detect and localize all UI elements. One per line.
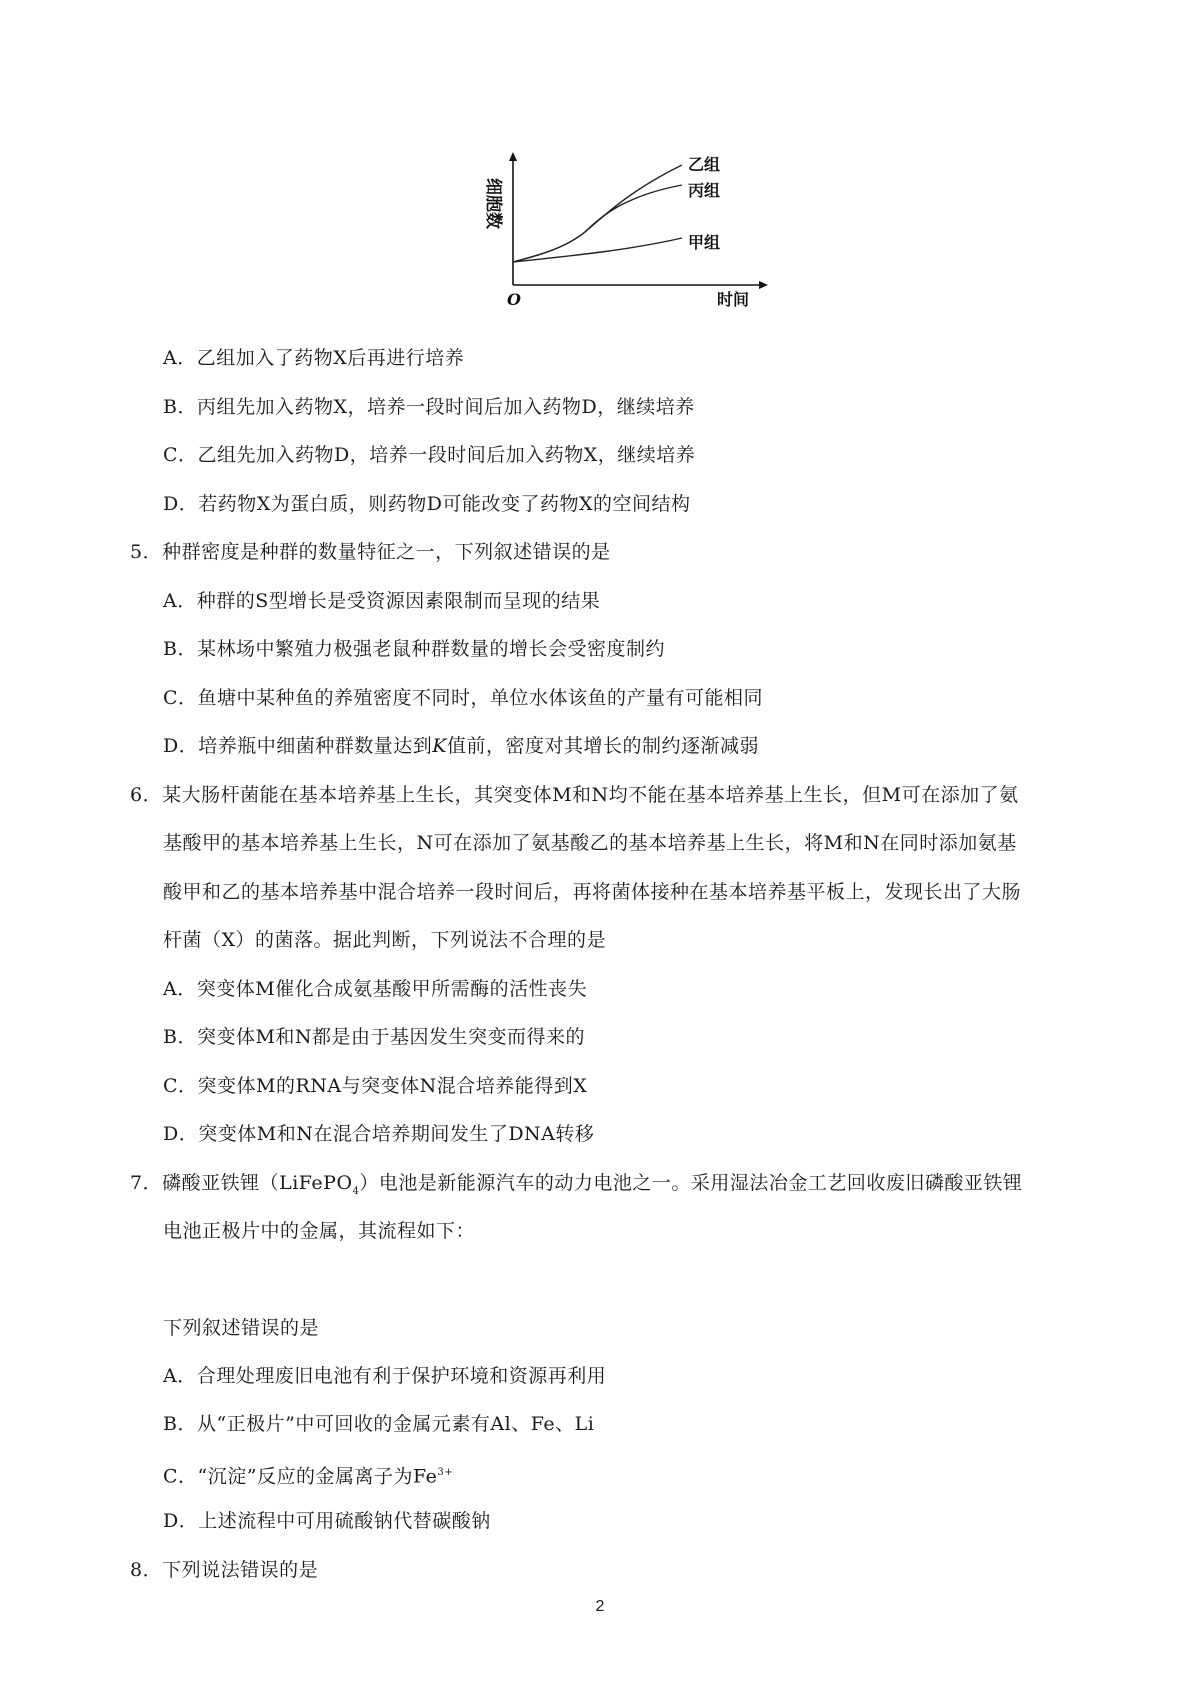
q7-ask: 下列叙述错误的是	[163, 1317, 320, 1339]
q5-option-d	[163, 732, 759, 760]
q5-option-c: C．鱼塘中某种鱼的养殖密度不同时，单位水体该鱼的产量有可能相同	[163, 687, 764, 709]
q6-option-a: A．突变体M催化合成氨基酸甲所需酶的活性丧失	[163, 978, 588, 1000]
series-label-yi: 乙组	[688, 155, 721, 174]
q6-option-c: C．突变体M的RNA与突变体N混合培养能得到X	[163, 1075, 588, 1097]
q4-option-b: B．丙组先加入药物X，培养一段时间后加入药物D，继续培养	[163, 396, 695, 418]
q7-option-b: B．从“正极片”中可回收的金属元素有Al、Fe、Li	[163, 1413, 595, 1435]
q4-option-d: D．若药物X为蛋白质，则药物D可能改变了药物X的空间结构	[163, 493, 691, 515]
q5-option-d-before: D．培养瓶中细菌种群数量达到	[163, 735, 433, 757]
series-label-jia: 甲组	[688, 233, 721, 252]
q7-option-c-before: C．“沉淀”反应的金属离子为Fe	[163, 1465, 438, 1488]
q5-option-a: A．种群的S型增长是受资源因素限制而呈现的结果	[163, 590, 601, 612]
q6-stem-line-4: 杆菌（X）的菌落。据此判断，下列说法不合理的是	[163, 929, 607, 951]
q6-stem-line-3: 酸甲和乙的基本培养基中混合培养一段时间后，再将菌体接种在基本培养基平板上，发现长出了大肠	[163, 881, 1022, 903]
origin-label: O	[507, 290, 521, 309]
q7-stem-line-1	[130, 1169, 1022, 1206]
q5-option-b: B．某林场中繁殖力极强老鼠种群数量的增长会受密度制约	[163, 638, 665, 660]
q7-stem-line-2: 电池正极片中的金属，其流程如下：	[163, 1220, 476, 1242]
curve-bing	[513, 185, 682, 262]
curve-yi	[513, 165, 682, 262]
q5-stem: 5．种群密度是种群的数量特征之一，下列叙述错误的是	[130, 541, 611, 563]
q7-option-c-sup: 3+	[437, 1467, 454, 1478]
q8-stem: 8．下列说法错误的是	[130, 1559, 319, 1581]
page-number: 2	[595, 1598, 605, 1615]
q7-stem-sub: 4	[352, 1185, 360, 1197]
q4-option-c: C．乙组先加入药物D，培养一段时间后加入药物X，继续培养	[163, 444, 696, 466]
q5-option-d-k: K	[432, 735, 447, 757]
q7-option-c	[163, 1459, 453, 1490]
q7-option-d: D．上述流程中可用硫酸钠代替碳酸钠	[163, 1510, 491, 1532]
q6-option-b: B．突变体M和N都是由于基因发生突变而得来的	[163, 1026, 586, 1048]
q7-stem-after: ）电池是新能源汽车的动力电池之一。采用湿法冶金工艺回收废旧磷酸亚铁锂	[359, 1172, 1023, 1194]
curve-jia	[513, 238, 682, 262]
q5-option-d-after: 值前，密度对其增长的制约逐渐减弱	[446, 735, 759, 757]
q7-option-a: A．合理处理废旧电池有利于保护环境和资源再利用	[163, 1365, 607, 1387]
q7-stem-before: 7．磷酸亚铁锂（LiFePO	[130, 1172, 353, 1194]
q6-stem-line-1: 6．某大肠杆菌能在基本培养基上生长，其突变体M和N均不能在基本培养基上生长，但M可在添加了氨	[130, 784, 1019, 806]
q4-option-a: A．乙组加入了药物X后再进行培养	[163, 347, 465, 369]
x-axis-arrow	[759, 281, 768, 289]
q6-stem-line-2: 基酸甲的基本培养基上生长，N可在添加了氨基酸乙的基本培养基上生长，将M和N在同时添加氨基	[163, 832, 1017, 854]
growth-curve-figure	[470, 150, 770, 335]
y-axis-label: 细胞数	[483, 178, 503, 229]
q6-option-d: D．突变体M和N在混合培养期间发生了DNA转移	[163, 1123, 595, 1145]
x-axis-label: 时间	[717, 290, 750, 309]
y-axis-arrow	[509, 152, 517, 161]
series-label-bing: 丙组	[688, 181, 721, 200]
